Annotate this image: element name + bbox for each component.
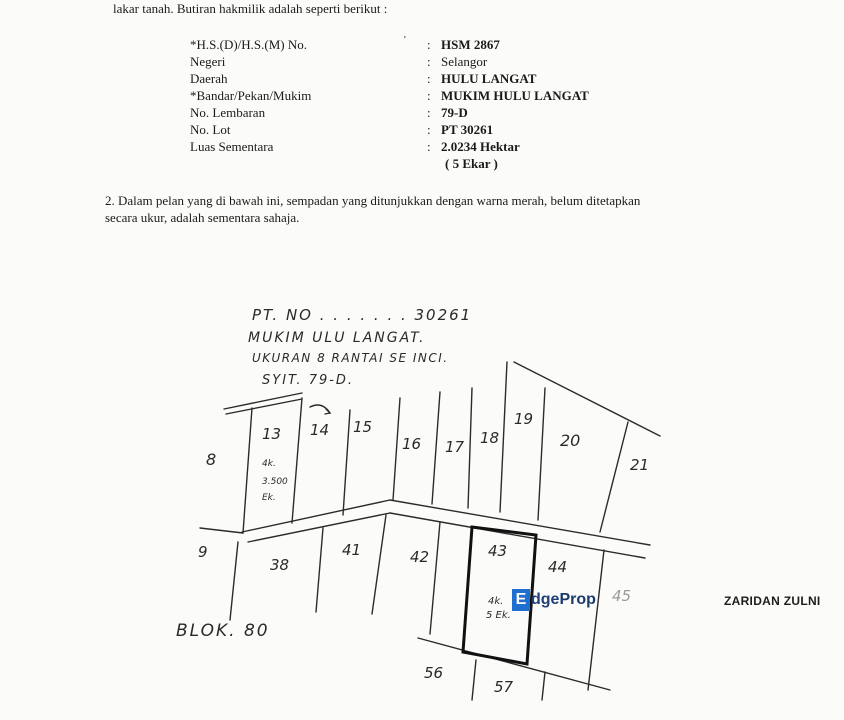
paragraph-2-line-2: secara ukur, adalah sementara sahaja. [105, 210, 300, 225]
arrow-mark [310, 405, 330, 413]
boundary-line [542, 672, 545, 700]
lot-number-42: 42 [410, 548, 430, 566]
lot-number-20: 20 [560, 431, 581, 450]
field-label-hs: *H.S.(D)/H.S.(M) No. [190, 37, 307, 52]
boundary-line [200, 528, 243, 533]
field-value-luas: 2.0234 Hektar [441, 139, 520, 154]
lot-number-16: 16 [402, 435, 422, 453]
lot-number-56: 56 [424, 664, 444, 682]
sketch-header-4: SYIT. 79-D. [262, 373, 355, 388]
boundary-line [514, 362, 660, 436]
lot-number-18: 18 [480, 429, 500, 447]
boundary-line [472, 660, 476, 700]
field-label-lot: No. Lot [190, 122, 231, 137]
field-colon: : [427, 139, 431, 154]
boundary-line [432, 392, 440, 504]
lot-number-9: 9 [198, 543, 208, 561]
lot-number-8: 8 [206, 450, 217, 469]
field-label-negeri: Negeri [190, 54, 226, 69]
field-label-daerah: Daerah [190, 71, 228, 86]
field-value-daerah: HULU LANGAT [441, 71, 537, 86]
field-value-lot: PT 30261 [441, 122, 494, 137]
lot13-note-3: Ek. [262, 493, 276, 503]
boundary-line [430, 522, 440, 634]
arrow-head [325, 409, 330, 414]
intro-text: lakar tanah. Butiran hakmilik adalah seperti berikut : [113, 1, 388, 16]
field-label-mukim: *Bandar/Pekan/Mukim [190, 88, 312, 103]
blok-label: BLOK. 80 [176, 621, 270, 641]
boundary-line [372, 515, 386, 614]
lot-number-44: 44 [548, 558, 568, 576]
boundary-line [538, 388, 545, 520]
sketch-header-3: UKURAN 8 RANTAI SE INCI. [252, 351, 449, 365]
boundary-line [588, 550, 604, 690]
boundary-line [243, 408, 252, 533]
boundary-line [468, 388, 472, 508]
boundary-line [230, 542, 238, 620]
field-colon: : [427, 122, 431, 137]
edgeprop-watermark [512, 589, 596, 611]
lot-number-14: 14 [310, 421, 330, 439]
lot-number-19: 19 [514, 410, 534, 428]
field-value-negeri: Selangor [441, 54, 488, 69]
road-edge [248, 513, 390, 542]
lot-number-57: 57 [494, 678, 514, 696]
field-value-acre: ( 5 Ekar ) [445, 156, 498, 171]
sketch-header-1: PT. NO . . . . . . . 30261 [252, 306, 473, 324]
field-value-hs: HSM 2867 [441, 37, 500, 52]
boundary-line [418, 638, 610, 690]
field-value-lembaran: 79-D [441, 105, 468, 120]
lot-number-38: 38 [270, 556, 290, 574]
boundary-line [343, 410, 350, 515]
lot-number-17: 17 [445, 438, 465, 456]
boundary-line [393, 398, 400, 500]
stray-mark: ' [404, 35, 406, 46]
lot43-note-1: 4k. [488, 596, 504, 607]
lot-number-43: 43 [488, 542, 508, 560]
lot-number-13: 13 [262, 425, 282, 443]
boundary-line [292, 398, 302, 523]
field-colon: : [427, 37, 431, 52]
road-edge [242, 500, 390, 532]
watermark-dge: dge [531, 591, 560, 608]
road-edge [390, 500, 650, 545]
edgeprop-logo-icon: E [512, 589, 530, 611]
boundary-line [316, 528, 323, 612]
field-label-lembaran: No. Lembaran [190, 105, 266, 120]
lot-number-41: 41 [342, 541, 362, 559]
field-colon: : [427, 54, 431, 69]
lot-number-15: 15 [353, 418, 373, 436]
agent-name: ZARIDAN ZULNI [724, 594, 821, 608]
sketch-header-2: MUKIM ULU LANGAT. [248, 330, 426, 346]
paragraph-2-line-1: 2. Dalam pelan yang di bawah ini, sempadan yang ditunjukkan dengan warna merah, belum ditetapkan [105, 193, 641, 208]
field-value-mukim: MUKIM HULU LANGAT [441, 88, 589, 103]
field-colon: : [427, 88, 431, 103]
lot-number-21: 21 [630, 456, 650, 474]
lot13-note-2: 3.500 [262, 477, 288, 487]
watermark-prop: Prop [559, 591, 596, 608]
lot13-note-1: 4k. [262, 459, 276, 469]
lot43-note-2: 5 Ek. [486, 610, 511, 621]
boundary-line [600, 422, 628, 532]
boundary-line [500, 362, 507, 512]
lot-number-45: 45 [612, 587, 632, 605]
field-colon: : [427, 71, 431, 86]
field-colon: : [427, 105, 431, 120]
field-label-luas: Luas Sementara [190, 139, 274, 154]
